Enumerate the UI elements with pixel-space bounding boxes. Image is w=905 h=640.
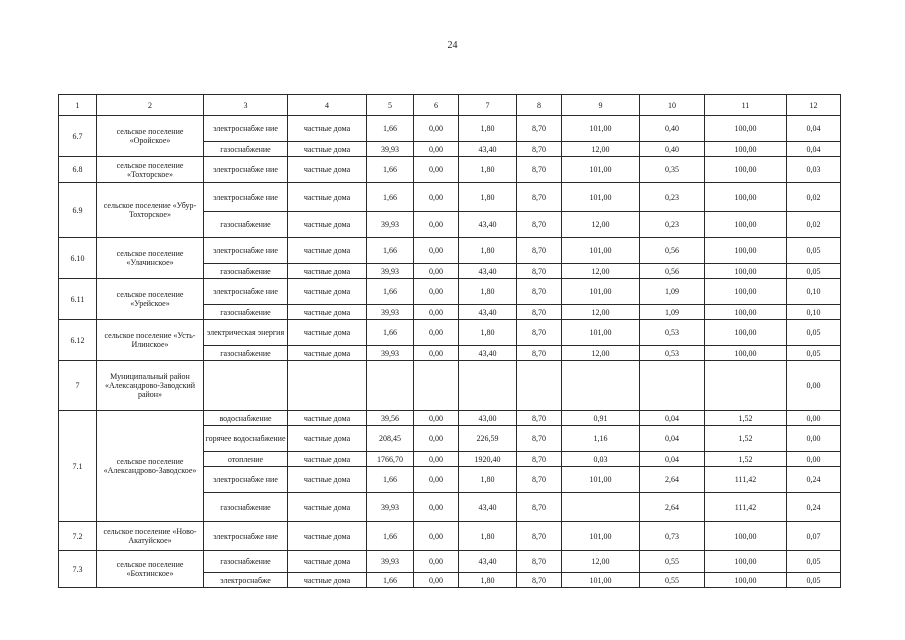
value-cell: 39,93 xyxy=(367,264,414,279)
value-cell: 100,00 xyxy=(705,116,787,142)
value-cell: 12,00 xyxy=(562,264,640,279)
value-cell: 12,00 xyxy=(562,551,640,573)
housing-type-cell: частные дома xyxy=(288,157,367,183)
value-cell: 100,00 xyxy=(705,142,787,157)
value-cell: 43,40 xyxy=(459,551,517,573)
value-cell: 8,70 xyxy=(517,346,562,361)
column-header: 9 xyxy=(562,95,640,116)
service-cell: газоснабжение xyxy=(204,346,288,361)
value-cell: 101,00 xyxy=(562,183,640,212)
housing-type-cell: частные дома xyxy=(288,522,367,551)
table-row xyxy=(59,279,841,305)
value-cell: 1,80 xyxy=(459,238,517,264)
value-cell: 0,07 xyxy=(787,522,841,551)
value-cell: 0,00 xyxy=(414,346,459,361)
value-cell: 8,70 xyxy=(517,238,562,264)
row-number: 6.7 xyxy=(59,116,97,157)
value-cell: 39,93 xyxy=(367,305,414,320)
housing-type-cell: частные дома xyxy=(288,493,367,522)
value-cell: 8,70 xyxy=(517,493,562,522)
value-cell: 0,05 xyxy=(787,346,841,361)
value-cell: 0,00 xyxy=(787,361,841,411)
value-cell: 0,00 xyxy=(414,142,459,157)
value-cell: 100,00 xyxy=(705,279,787,305)
column-header: 11 xyxy=(705,95,787,116)
value-cell: 1,80 xyxy=(459,116,517,142)
value-cell: 1,66 xyxy=(367,183,414,212)
value-cell: 8,70 xyxy=(517,264,562,279)
value-cell: 101,00 xyxy=(562,320,640,346)
value-cell: 100,00 xyxy=(705,264,787,279)
value-cell: 101,00 xyxy=(562,467,640,493)
value-cell: 8,70 xyxy=(517,157,562,183)
row-number: 6.12 xyxy=(59,320,97,361)
column-header: 3 xyxy=(204,95,288,116)
value-cell: 100,00 xyxy=(705,238,787,264)
value-cell: 100,00 xyxy=(705,183,787,212)
value-cell: 12,00 xyxy=(562,212,640,238)
value-cell: 100,00 xyxy=(705,346,787,361)
service-cell: отопление xyxy=(204,452,288,467)
value-cell: 0,00 xyxy=(414,279,459,305)
value-cell: 0,10 xyxy=(787,279,841,305)
value-cell: 0,00 xyxy=(414,238,459,264)
table-row xyxy=(59,157,841,183)
value-cell: 1,66 xyxy=(367,157,414,183)
value-cell: 8,70 xyxy=(517,551,562,573)
column-header: 2 xyxy=(97,95,204,116)
service-cell: газоснабжение xyxy=(204,493,288,522)
settlement-name: сельское поселение «Усть-Илинское» xyxy=(97,320,204,361)
value-cell: 0,23 xyxy=(640,212,705,238)
value-cell: 1766,70 xyxy=(367,452,414,467)
value-cell: 1,52 xyxy=(705,452,787,467)
service-cell: водоснабжение xyxy=(204,411,288,426)
value-cell: 0,03 xyxy=(787,157,841,183)
value-cell: 0,00 xyxy=(414,493,459,522)
value-cell: 0,05 xyxy=(787,238,841,264)
value-cell: 12,00 xyxy=(562,142,640,157)
housing-type-cell: частные дома xyxy=(288,264,367,279)
service-cell: газоснабжение xyxy=(204,551,288,573)
value-cell: 0,24 xyxy=(787,467,841,493)
row-number: 6.9 xyxy=(59,183,97,238)
column-header: 4 xyxy=(288,95,367,116)
service-cell: электроснабже ние xyxy=(204,183,288,212)
housing-type-cell: частные дома xyxy=(288,346,367,361)
value-cell: 2,64 xyxy=(640,467,705,493)
housing-type-cell: частные дома xyxy=(288,551,367,573)
row-number: 7.1 xyxy=(59,411,97,522)
value-cell: 100,00 xyxy=(705,522,787,551)
value-cell: 0,00 xyxy=(414,157,459,183)
value-cell: 0,00 xyxy=(414,320,459,346)
housing-type-cell: частные дома xyxy=(288,238,367,264)
settlement-name: сельское поселение «Тохторское» xyxy=(97,157,204,183)
value-cell: 12,00 xyxy=(562,305,640,320)
housing-type-cell: частные дома xyxy=(288,411,367,426)
settlement-name: сельское поселение «Урейское» xyxy=(97,279,204,320)
value-cell: 101,00 xyxy=(562,522,640,551)
table-row xyxy=(59,183,841,212)
tariff-table xyxy=(58,94,841,588)
value-cell: 0,04 xyxy=(640,452,705,467)
column-header: 10 xyxy=(640,95,705,116)
service-cell: электроснабже ние xyxy=(204,116,288,142)
value-cell: 43,40 xyxy=(459,264,517,279)
value-cell: 8,70 xyxy=(517,212,562,238)
service-cell: газоснабжение xyxy=(204,264,288,279)
value-cell: 1,16 xyxy=(562,426,640,452)
housing-type-cell: частные дома xyxy=(288,573,367,588)
value-cell xyxy=(705,361,787,411)
value-cell: 101,00 xyxy=(562,279,640,305)
value-cell: 0,55 xyxy=(640,573,705,588)
value-cell: 0,05 xyxy=(787,573,841,588)
value-cell: 0,53 xyxy=(640,320,705,346)
service-cell: электроснабже ние xyxy=(204,467,288,493)
value-cell xyxy=(414,361,459,411)
value-cell: 0,05 xyxy=(787,264,841,279)
value-cell: 39,93 xyxy=(367,142,414,157)
table-row xyxy=(59,551,841,573)
value-cell: 0,02 xyxy=(787,183,841,212)
value-cell: 100,00 xyxy=(705,212,787,238)
value-cell: 101,00 xyxy=(562,157,640,183)
value-cell: 0,04 xyxy=(640,411,705,426)
housing-type-cell: частные дома xyxy=(288,116,367,142)
value-cell: 1,80 xyxy=(459,522,517,551)
value-cell: 43,00 xyxy=(459,411,517,426)
column-header: 8 xyxy=(517,95,562,116)
value-cell: 1,80 xyxy=(459,320,517,346)
table-row xyxy=(59,361,841,411)
value-cell: 1920,40 xyxy=(459,452,517,467)
value-cell: 43,40 xyxy=(459,493,517,522)
service-cell: электрическая энергия xyxy=(204,320,288,346)
value-cell: 0,00 xyxy=(414,573,459,588)
settlement-name: сельское поселение «Ново-Акатуйское» xyxy=(97,522,204,551)
value-cell: 100,00 xyxy=(705,573,787,588)
column-header: 12 xyxy=(787,95,841,116)
value-cell: 8,70 xyxy=(517,522,562,551)
housing-type-cell: частные дома xyxy=(288,426,367,452)
row-number: 6.11 xyxy=(59,279,97,320)
value-cell: 0,00 xyxy=(787,411,841,426)
row-number: 7 xyxy=(59,361,97,411)
value-cell xyxy=(517,361,562,411)
service-cell: электроснабже ние xyxy=(204,522,288,551)
value-cell: 0,40 xyxy=(640,142,705,157)
settlement-name: сельское поселение «Убур-Тохторское» xyxy=(97,183,204,238)
value-cell: 0,00 xyxy=(414,411,459,426)
value-cell xyxy=(459,361,517,411)
housing-type-cell: частные дома xyxy=(288,320,367,346)
value-cell: 1,80 xyxy=(459,279,517,305)
housing-type-cell: частные дома xyxy=(288,452,367,467)
row-number: 7.3 xyxy=(59,551,97,588)
value-cell: 0,40 xyxy=(640,116,705,142)
table-row xyxy=(59,522,841,551)
value-cell: 0,73 xyxy=(640,522,705,551)
value-cell: 0,00 xyxy=(414,452,459,467)
value-cell: 39,56 xyxy=(367,411,414,426)
value-cell: 39,93 xyxy=(367,212,414,238)
table-row xyxy=(59,411,841,426)
value-cell: 8,70 xyxy=(517,183,562,212)
value-cell: 0,91 xyxy=(562,411,640,426)
value-cell: 8,70 xyxy=(517,411,562,426)
value-cell: 8,70 xyxy=(517,467,562,493)
value-cell: 100,00 xyxy=(705,305,787,320)
table-header-row xyxy=(59,95,841,116)
value-cell: 8,70 xyxy=(517,279,562,305)
service-cell: газоснабжение xyxy=(204,305,288,320)
value-cell: 0,00 xyxy=(414,212,459,238)
housing-type-cell: частные дома xyxy=(288,305,367,320)
column-header: 7 xyxy=(459,95,517,116)
column-header: 5 xyxy=(367,95,414,116)
value-cell: 1,09 xyxy=(640,305,705,320)
value-cell: 0,56 xyxy=(640,238,705,264)
value-cell: 1,66 xyxy=(367,522,414,551)
value-cell: 100,00 xyxy=(705,551,787,573)
value-cell: 2,64 xyxy=(640,493,705,522)
service-cell: газоснабжение xyxy=(204,212,288,238)
value-cell: 1,66 xyxy=(367,279,414,305)
value-cell: 8,70 xyxy=(517,452,562,467)
value-cell: 43,40 xyxy=(459,212,517,238)
value-cell: 111,42 xyxy=(705,467,787,493)
value-cell: 100,00 xyxy=(705,157,787,183)
value-cell: 0,00 xyxy=(414,551,459,573)
housing-type-cell: частные дома xyxy=(288,212,367,238)
value-cell: 0,02 xyxy=(787,212,841,238)
column-header: 6 xyxy=(414,95,459,116)
value-cell: 1,80 xyxy=(459,183,517,212)
value-cell xyxy=(562,361,640,411)
settlement-name: сельское поселение «Александрово-Заводское» xyxy=(97,411,204,522)
service-cell: газоснабжение xyxy=(204,142,288,157)
value-cell: 101,00 xyxy=(562,116,640,142)
housing-type-cell: частные дома xyxy=(288,142,367,157)
value-cell: 1,66 xyxy=(367,467,414,493)
value-cell: 0,00 xyxy=(414,116,459,142)
housing-type-cell: частные дома xyxy=(288,279,367,305)
value-cell: 0,00 xyxy=(414,467,459,493)
value-cell: 0,10 xyxy=(787,305,841,320)
column-header: 1 xyxy=(59,95,97,116)
value-cell: 0,24 xyxy=(787,493,841,522)
housing-type-cell: частные дома xyxy=(288,467,367,493)
value-cell: 0,00 xyxy=(414,522,459,551)
value-cell: 1,80 xyxy=(459,157,517,183)
value-cell: 8,70 xyxy=(517,320,562,346)
value-cell: 1,66 xyxy=(367,116,414,142)
value-cell: 0,00 xyxy=(414,426,459,452)
page-number: 24 xyxy=(447,40,458,51)
value-cell: 0,00 xyxy=(787,426,841,452)
value-cell: 12,00 xyxy=(562,346,640,361)
value-cell: 43,40 xyxy=(459,346,517,361)
value-cell: 0,04 xyxy=(640,426,705,452)
value-cell: 1,09 xyxy=(640,279,705,305)
value-cell: 101,00 xyxy=(562,238,640,264)
row-number: 6.8 xyxy=(59,157,97,183)
value-cell: 43,40 xyxy=(459,142,517,157)
settlement-name: сельское поселение «Оройское» xyxy=(97,116,204,157)
value-cell: 0,00 xyxy=(414,264,459,279)
service-cell xyxy=(204,361,288,411)
value-cell: 8,70 xyxy=(517,116,562,142)
value-cell: 0,00 xyxy=(414,305,459,320)
housing-type-cell: частные дома xyxy=(288,183,367,212)
value-cell: 39,93 xyxy=(367,551,414,573)
settlement-name: сельское поселение «Улачинское» xyxy=(97,238,204,279)
value-cell xyxy=(562,493,640,522)
value-cell xyxy=(367,361,414,411)
service-cell: электроснабже xyxy=(204,573,288,588)
value-cell: 0,04 xyxy=(787,142,841,157)
value-cell: 101,00 xyxy=(562,573,640,588)
value-cell: 208,45 xyxy=(367,426,414,452)
table-row xyxy=(59,238,841,264)
value-cell: 0,04 xyxy=(787,116,841,142)
service-cell: электроснабже ние xyxy=(204,279,288,305)
settlement-name: сельское поселение «Бохтинское» xyxy=(97,551,204,588)
row-number: 7.2 xyxy=(59,522,97,551)
service-cell: горячее водоснабжение xyxy=(204,426,288,452)
value-cell: 0,05 xyxy=(787,320,841,346)
row-number: 6.10 xyxy=(59,238,97,279)
value-cell: 0,55 xyxy=(640,551,705,573)
value-cell: 100,00 xyxy=(705,320,787,346)
value-cell: 111,42 xyxy=(705,493,787,522)
value-cell: 0,35 xyxy=(640,157,705,183)
service-cell: электроснабже ние xyxy=(204,157,288,183)
housing-type-cell xyxy=(288,361,367,411)
value-cell: 226,59 xyxy=(459,426,517,452)
value-cell: 8,70 xyxy=(517,305,562,320)
value-cell: 39,93 xyxy=(367,346,414,361)
settlement-name: Муниципальный район «Александрово-Заводский район» xyxy=(97,361,204,411)
value-cell: 0,56 xyxy=(640,264,705,279)
value-cell: 8,70 xyxy=(517,426,562,452)
value-cell: 8,70 xyxy=(517,142,562,157)
value-cell: 0,03 xyxy=(562,452,640,467)
service-cell: электроснабже ние xyxy=(204,238,288,264)
value-cell: 43,40 xyxy=(459,305,517,320)
value-cell xyxy=(640,361,705,411)
value-cell: 0,05 xyxy=(787,551,841,573)
value-cell: 1,66 xyxy=(367,573,414,588)
value-cell: 0,00 xyxy=(787,452,841,467)
value-cell: 1,52 xyxy=(705,426,787,452)
value-cell: 1,80 xyxy=(459,467,517,493)
value-cell: 1,52 xyxy=(705,411,787,426)
value-cell: 0,53 xyxy=(640,346,705,361)
value-cell: 1,80 xyxy=(459,573,517,588)
value-cell: 1,66 xyxy=(367,238,414,264)
value-cell: 1,66 xyxy=(367,320,414,346)
value-cell: 0,23 xyxy=(640,183,705,212)
table-row xyxy=(59,320,841,346)
value-cell: 8,70 xyxy=(517,573,562,588)
table-row xyxy=(59,116,841,142)
value-cell: 39,93 xyxy=(367,493,414,522)
value-cell: 0,00 xyxy=(414,183,459,212)
